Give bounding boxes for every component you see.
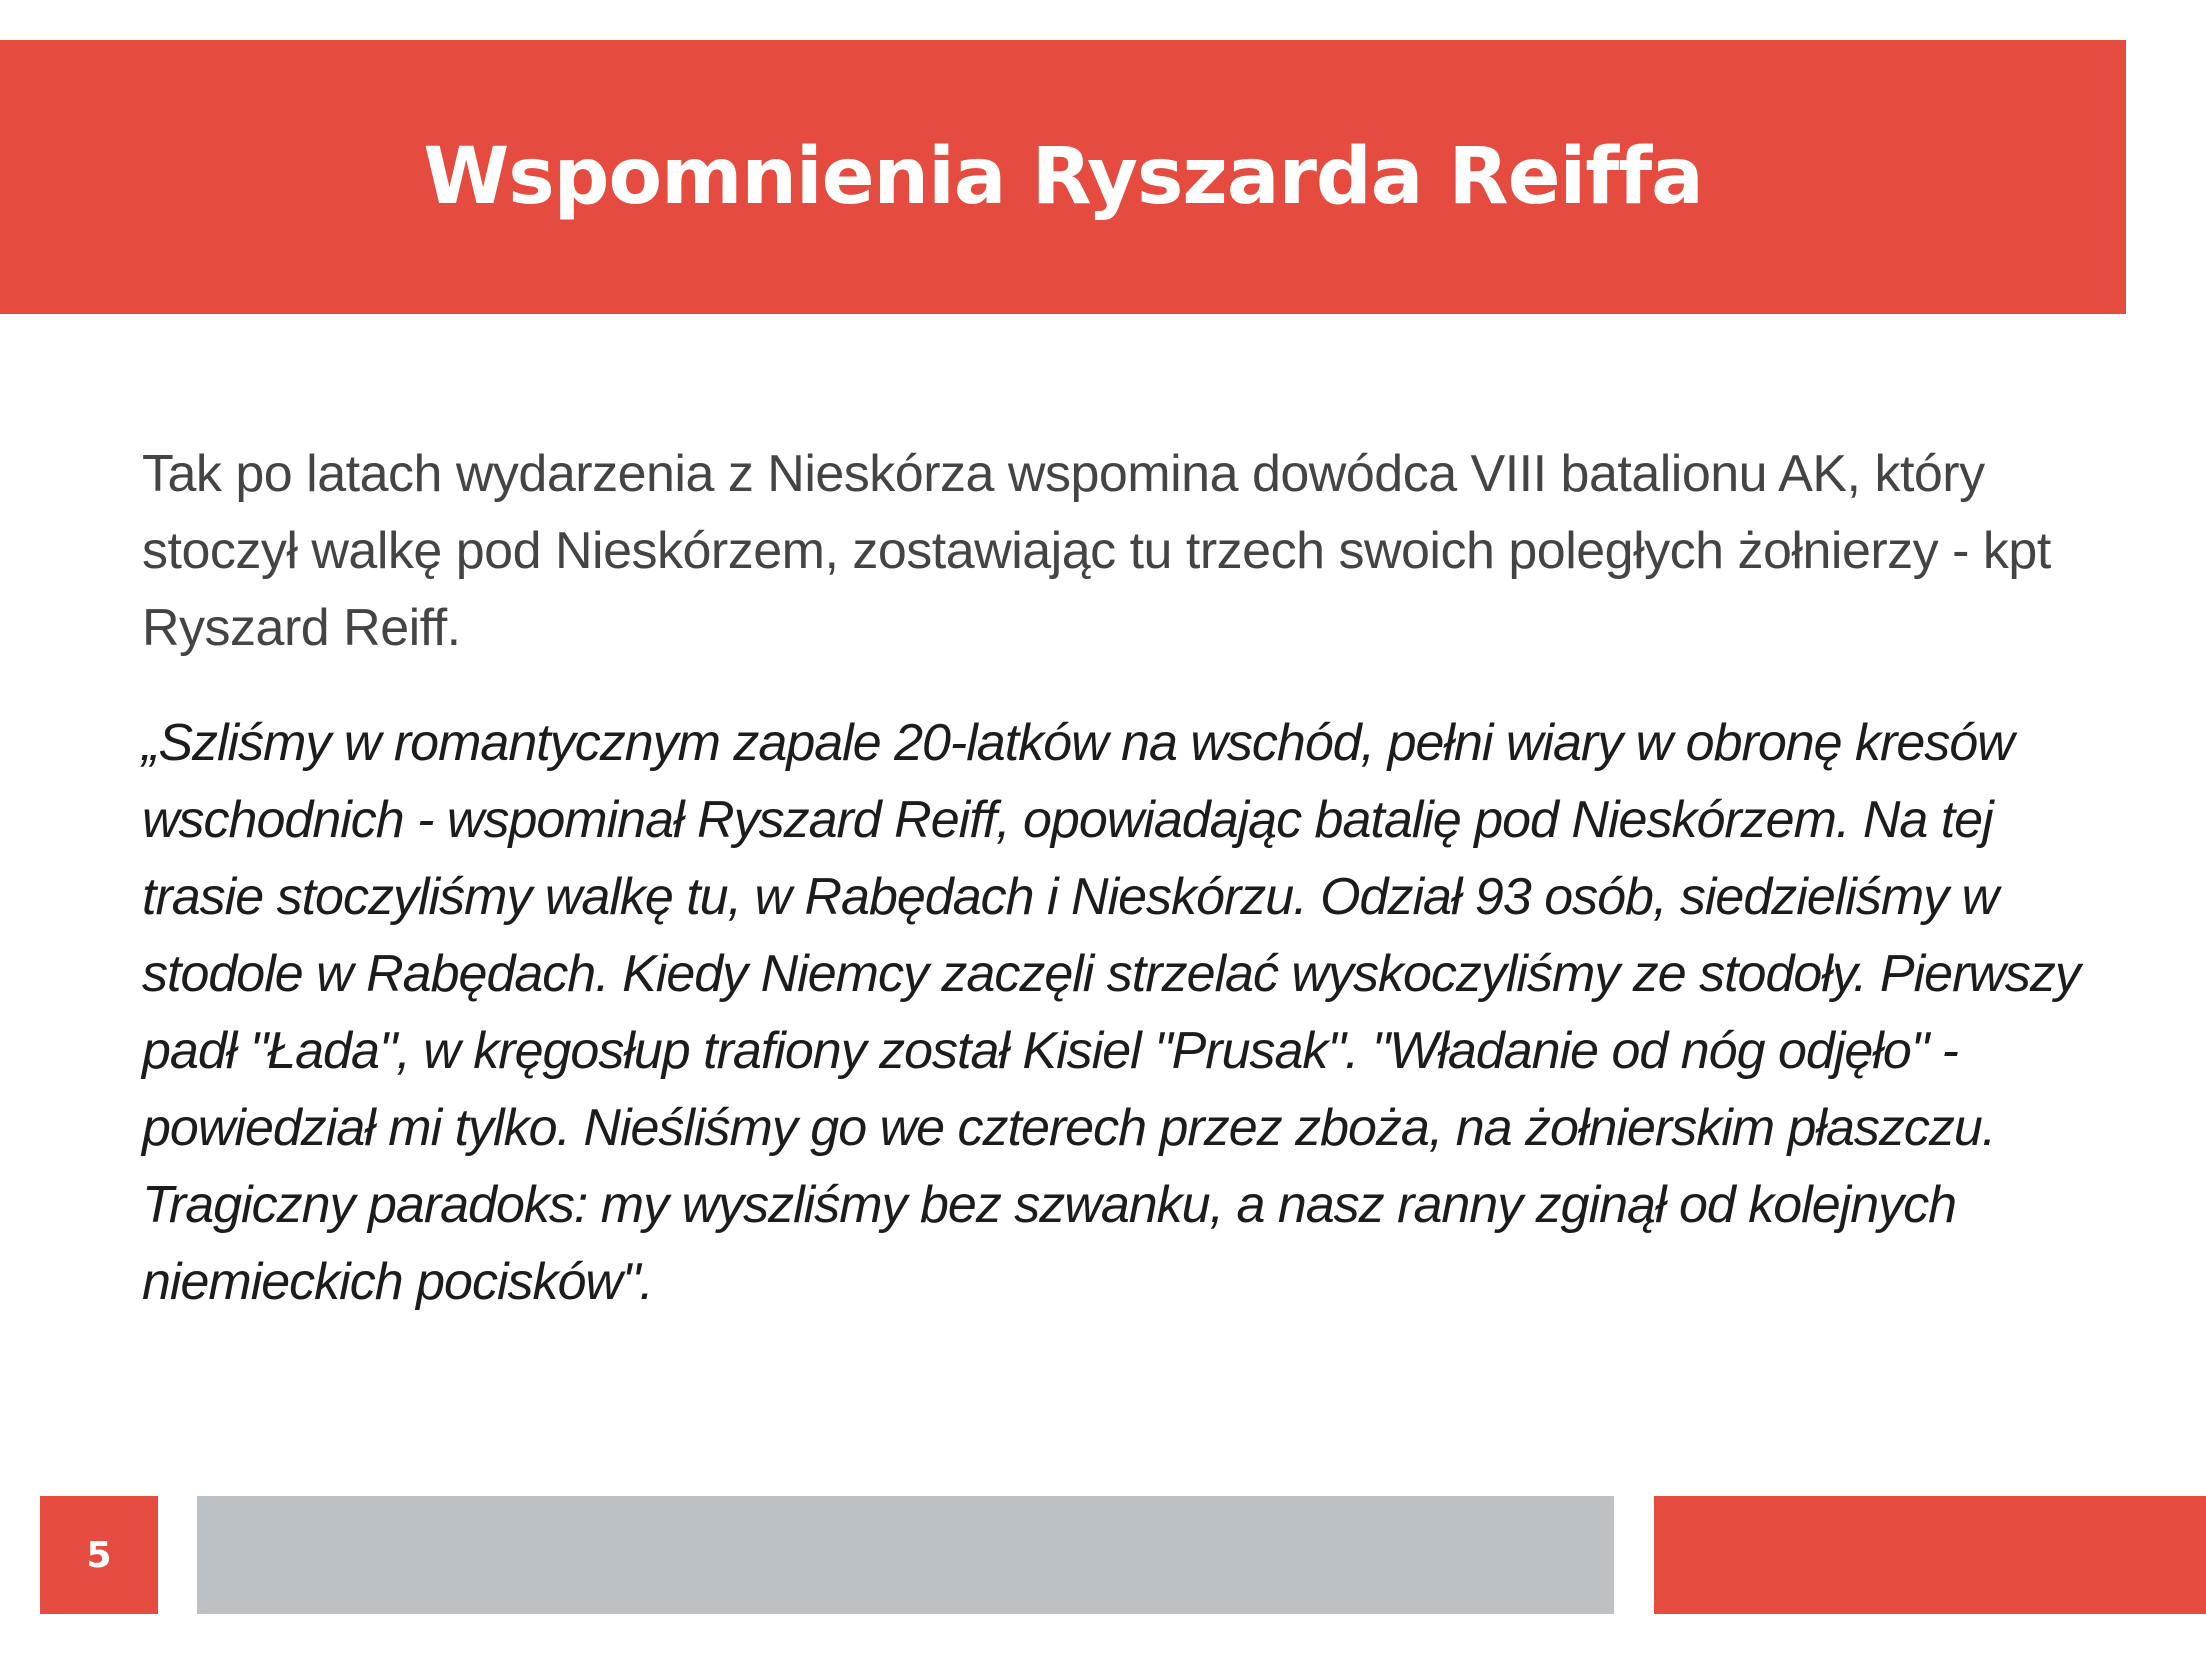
page-title: Wspomnienia Ryszarda Reiffa [423, 132, 1703, 222]
main-content [142, 436, 2082, 1321]
footer-gray-bar [197, 1496, 1614, 1614]
page-number: 5 [86, 1534, 112, 1576]
title-banner [0, 40, 2126, 314]
quote-paragraph: „Szliśmy w romantycznym zapale 20-latków na wschód, pełni wiary w obronę kresów wschodnich - wspominał Ryszard Reiff, opowiadając batalię pod Nieskórzem. Na tej trasie stoczyliśmy walkę tu, w Rabędach i Nieskórzu. Odział 93 osób, siedzieliśmy w stodole w Rabędach. Kiedy Niemcy zaczęli strzelać wyskoczyliśmy ze stodoły. Pierwszy padł "Łada", w kręgosłup trafiony został Kisiel "Prusak". "Władanie od nóg odjęło" - powiedział mi tylko. Nieśliśmy go we czterech przez zboża, na żołnierskim płaszczu. Tragiczny paradoks: my wyszliśmy bez szwanku, a nasz ranny zginął od kolejnych niemieckich pocisków". [142, 714, 2080, 1311]
footer-red-bar [1654, 1496, 2206, 1614]
intro-paragraph: Tak po latach wydarzenia z Nieskórza wspomina dowódca VIII batalionu AK, który stoczył walkę pod Nieskórzem, zostawiając tu trzech swoich poległych żołnierzy - kpt Ryszard Reiff. [142, 445, 2051, 657]
page-number-box [40, 1496, 158, 1614]
